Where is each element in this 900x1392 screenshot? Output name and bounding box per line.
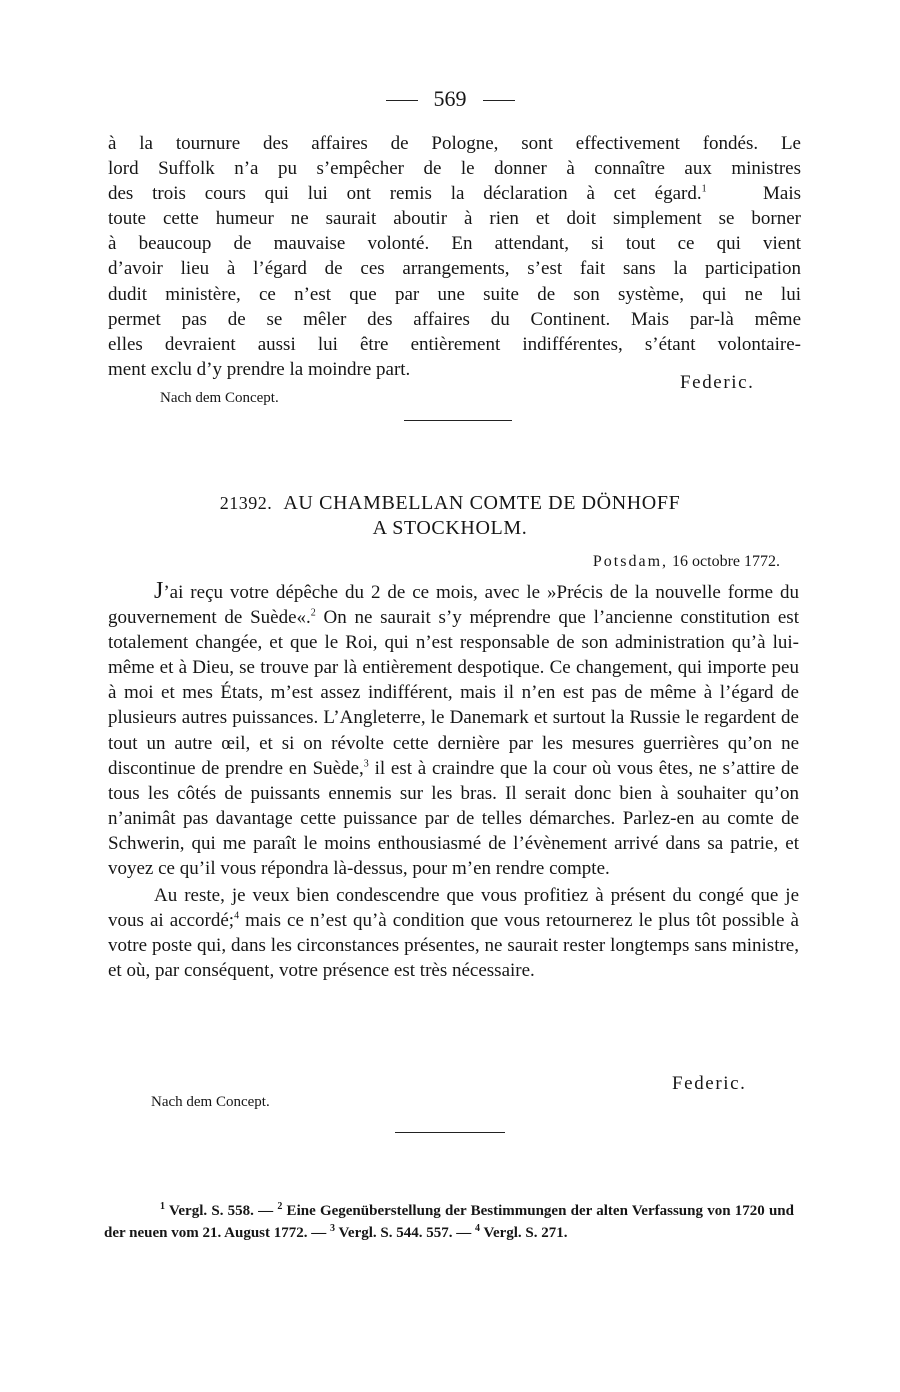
source-note: Nach dem Concept. <box>151 1094 270 1110</box>
dateline <box>593 552 780 572</box>
letter-number: 21392. <box>219 493 273 513</box>
footnotes <box>104 1201 794 1244</box>
footnote-ref: 2 <box>310 607 316 619</box>
page-header <box>0 86 900 112</box>
letter-body <box>108 579 799 984</box>
footnote-ref: 1 <box>701 183 707 195</box>
section-divider <box>404 420 512 421</box>
paragraph: Au reste, je veux bien condescendre que vous profitiez à présent du congé que je vous ai accordé;$^4$ mais ce n’est qu’à condition que vous retournerez le plus tôt possible à votre poste qui, dans les circonstances présentes, ne saurait rester longtemps sans ministre, et où, par conséquent, votre présence est très nécessaire. <box>108 885 799 982</box>
dateline-date: 16 octobre 1772. <box>672 553 780 570</box>
footnote-text: Vergl. S. 544. 557. — <box>335 1224 476 1241</box>
source-note: Nach dem Concept. <box>160 390 279 406</box>
footnote-text: Vergl. S. 271. <box>480 1224 568 1241</box>
letter-continuation <box>108 131 801 382</box>
text-line: dudit ministère, ce n’est que par une suite de son système, qui ne lui <box>108 283 801 305</box>
paragraph: J’ai reçu votre dépêche du 2 de ce mois, avec le »Précis de la nouvelle forme du gouvernement de Suède«.$^2$ On ne saurait s’y méprendre que l’ancienne constitution est totalement changée, et que le Roi, qui n’est responsable de son administration qu’à lui-même et à Dieu, se trouve par là entièrement despotique. Ce changement, qui importe peu à moi et mes États, m’est assez indifférent, mais il n’en est pas de même à l’égard de plusieurs autres puissances. L’Angleterre, le Danemark et surtout la Russie le regardent de tout un autre œil, et si on révolte cette dernière par les mesures guerrières qu’on ne discontinue de prendre en Suède,$^3$ il est à craindre que la cour où vous êtes, ne s’attire de tous les côtés de puissants ennemis sur les bras. Il serait donc bien à souhaiter qu’on n’animât pas davantage cette puissance par de telles démarches. Parlez-en au comte de Schwerin, qui me paraît le moins enthousiasmé de l’évènement arrivé dans sa patrie, et voyez ce qu’il vous répondra là-dessus, pour m’en rendre compte. <box>108 578 799 880</box>
footnote-ref: 3 <box>363 758 369 770</box>
letter-heading-line2: A STOCKHOLM. <box>372 517 528 539</box>
text-line: elles devraient aussi lui être entièrement indifférentes, s’étant volontaire- <box>108 333 801 355</box>
section-divider <box>395 1132 505 1133</box>
footnote-ref: 4 <box>234 910 240 922</box>
footnote-mark: 4 <box>475 1222 481 1234</box>
page-number: 569 <box>433 86 467 111</box>
text-line: ment exclu d’y prendre la moindre part. <box>108 358 411 380</box>
footnote-text: Eine Gegenüberstellung der Bestimmungen der alten Verfassung von 1720 und der neuen vom 21. August 1772. — <box>104 1203 794 1241</box>
header-dash-right <box>483 100 515 101</box>
signature: Federic. <box>672 1073 747 1094</box>
signature: Federic. <box>680 372 755 393</box>
footnote-mark: 2 <box>277 1201 283 1212</box>
dateline-place: Potsdam, <box>592 553 669 570</box>
footnote-mark: 3 <box>330 1222 335 1234</box>
text-line: d’avoir lieu à l’égard de ces arrangements, s’est fait sans la participation <box>108 258 801 280</box>
text-line: permet pas de se mêler des affaires du Continent. Mais par-là même <box>108 308 801 330</box>
text-line: à beaucoup de mauvaise volonté. En attendant, si tout ce qui vient <box>108 233 801 255</box>
letter-heading <box>0 491 900 515</box>
footnote-mark: 1 <box>160 1201 165 1212</box>
letter-title: AU CHAMBELLAN COMTE DE DÖNHOFF <box>283 492 681 514</box>
text-line: des trois cours qui lui ont remis la déclaration à cet égard.$^1$ Mais <box>108 183 802 205</box>
header-dash-left <box>386 100 418 101</box>
text-line: lord Suffolk n’a pu s’empêcher de le donner à connaître aux ministres <box>108 158 801 180</box>
footnote-text: Vergl. S. 558. — <box>165 1203 278 1219</box>
text-line: toute cette humeur ne saurait aboutir à rien et doit simplement se borner <box>108 208 801 230</box>
initial-letter: J <box>154 578 164 604</box>
text-line: à la tournure des affaires de Pologne, sont effectivement fondés. Le <box>108 133 801 154</box>
